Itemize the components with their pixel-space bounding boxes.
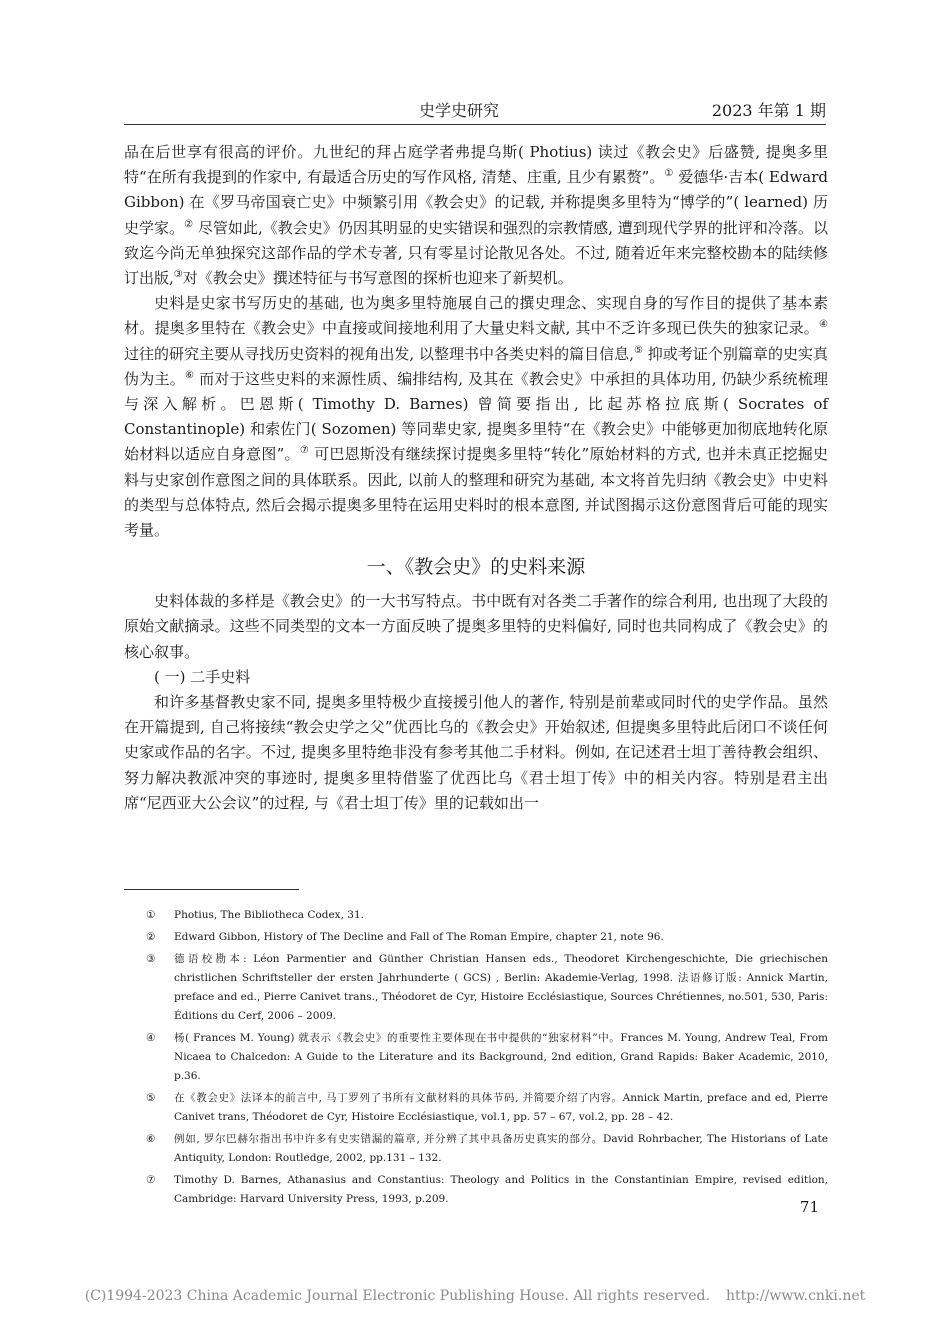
subsection-title: ( 一) 二手史料 <box>154 667 251 686</box>
footnote-5: ⑤ 在《教会史》法译本的前言中, 马丁罗列了书所有文献材料的具体节码, 并简要介绍了内容。Annick Martin, preface and ed, Pierre Canivet trans, Théodoret de Cyr, Histoire Ecclésiastique, vol.1, pp. 57 – 67, vol.2, pp. 28 – 42. <box>146 1092 828 1123</box>
copyright-text: (C)1994-2023 China Academic Journal Electronic Publishing House. All rights reserved. <box>84 1288 710 1304</box>
footnote-ref-4[interactable]: ④ <box>819 319 828 331</box>
footnote-divider <box>124 889 299 890</box>
footnote-6: ⑥ 例如, 罗尔巴赫尔指出书中许多有史实错漏的篇章, 并分辨了其中具备历史真实的部分。David Rohrbacher, The Historians of Late Antiquity, London: Routledge, 2002, pp.131 – 132. <box>146 1133 828 1164</box>
paragraph-4: 和许多基督教史家不同, 提奥多里特极少直接援引他人的著作, 特别是前辈或同时代的史学作品。虽然在开篇提到, 自己将接续“教会史学之父”优西比乌的《教会史》开始叙述, 但提奥多里特此后闭口不谈任何史家或作品的名字。不过, 提奥多里特绝非没有参考其他二手材料。例如, 在记述君士坦丁善待教会组织、努力解决教派冲突的事迹时, 提奥多里特借鉴了优西比乌《君士坦丁传》中的相关内容。特别是君主出席“尼西亚大公会议”的过程, 与《君士坦丁传》里的记载如出一 <box>124 693 828 812</box>
footnote-2: ② Edward Gibbon, History of The Decline and Fall of The Roman Empire, chapter 21, note 96. <box>146 931 664 943</box>
paragraph-3: 史料体裁的多样是《教会史》的一大书写特点。书中既有对各类二手著作的综合利用, 也出现了大段的原始文献摘录。这些不同类型的文本一方面反映了提奥多里特的史料偏好, 同时也共同构成了《教会史》的核心叙事。 <box>124 592 828 661</box>
footnote-ref-3[interactable]: ③ <box>173 269 183 281</box>
footnote-ref-2[interactable]: ② <box>184 218 194 230</box>
footnote-ref-6[interactable]: ⑥ <box>184 369 195 381</box>
copyright-watermark <box>0 1288 950 1304</box>
section-title: 一、《教会史》的史料来源 <box>366 556 586 579</box>
issue-label: 2023 年第 1 期 <box>711 101 826 120</box>
cnki-url[interactable]: http://www.cnki.net <box>725 1288 866 1304</box>
footnote-3: ③ 德语校勘本: Léon Parmentier and Günther Christian Hansen eds., Theodoret Kirchengeschichte, Die griechischen christlichen Schriftsteller der ersten Jahrhunderte ( GCS) , Berlin: Akademie-Verlag, 1998. 法语修订版: Annick Martin, preface and ed., Pierre Canivet trans., Théodoret de Cyr, Histoire Ecclésiastique, Sources Chrétiennes, no.501, 530, Paris: Éditions du Cerf, 2006 – 2009. <box>146 953 828 1022</box>
footnote-7: ⑦ Timothy D. Barnes, Athanasius and Constantius: Theology and Politics in the Constantinian Empire, revised edition, Cambridge: Harvard University Press, 1993, p.209. <box>146 1174 828 1205</box>
footnote-4: ④ 杨( Frances M. Young) 就表示《教会史》的重要性主要体现在书中提供的“独家材料”中。Frances M. Young, Andrew Teal, From Nicaea to Chalcedon: A Guide to the Literature and its Background, 2nd edition, Grand Rapids: Baker Academic, 2010, p.36. <box>146 1032 828 1082</box>
footnote-ref-5[interactable]: ⑤ <box>633 344 643 356</box>
main-text <box>124 140 828 816</box>
footnote-ref-1[interactable]: ① <box>664 168 674 180</box>
journal-title: 史学史研究 <box>419 101 500 120</box>
running-header <box>124 96 826 125</box>
paragraph-1: 品在后世享有很高的评价。九世纪的拜占庭学者弗提乌斯( Photius) 读过《教会史》后盛赞, 提奥多里特“在所有我提到的作家中, 有最适合历史的写作风格, 清楚、庄重, 且少有累赘”。① 爱德华·吉本( Edward Gibbon) 在《罗马帝国衰亡史》中频繁引用《教会史》的记载, 并称提奥多里特为“博学的”( learned) 历史学家。② 尽管如此,《教会史》仍因其明显的史实错误和强烈的宗教情感, 遭到现代学界的批评和冷落。以致迄今尚无单独探究这部作品的学术专著, 只有零星讨论散见各处。不过, 随着近年来完整校勘本的陆续修订出版,③对《教会史》撰述特征与书写意图的探析也迎来了新契机。 <box>124 143 829 288</box>
page-number: 71 <box>799 1198 819 1216</box>
footnotes <box>124 906 828 1212</box>
footnote-1: ① Photius, The Bibliotheca Codex, 31. <box>146 909 364 921</box>
paragraph-2: 史料是史家书写历史的基础, 也为奥多里特施展自己的撰史理念、实现自身的写作目的提供了基本素材。提奥多里特在《教会史》中直接或间接地利用了大量史料文献, 其中不乏许多现已佚失的独家记录。④ 过往的研究主要从寻找历史资料的视角出发, 以整理书中各类史料的篇目信息,⑤ 抑或考证个别篇章的史实真伪为主。⑥ 而对于这些史料的来源性质、编排结构, 及其在《教会史》中承担的具体功用, 仍缺少系统梳理与深入解析。巴恩斯( Timothy D. Barnes) 曾简要指出, 比起苏格拉底斯( Socrates of Constantinople) 和索佐门( Sozomen) 等同辈史家, 提奥多里特“在《教会史》中能够更加彻底地转化原始材料以适应自身意图”。⑦ 可巴恩斯没有继续探讨提奥多里特“转化”原始材料的方式, 也并未真正挖掘史料与史家创作意图之间的具体联系。因此, 以前人的整理和研究为基础, 本文将首先归纳《教会史》中史料的类型与总体特点, 然后会揭示提奥多里特在运用史料时的根本意图, 并试图揭示这份意图背后可能的现实考量。 <box>124 294 829 540</box>
footnote-ref-7[interactable]: ⑦ <box>299 445 310 457</box>
